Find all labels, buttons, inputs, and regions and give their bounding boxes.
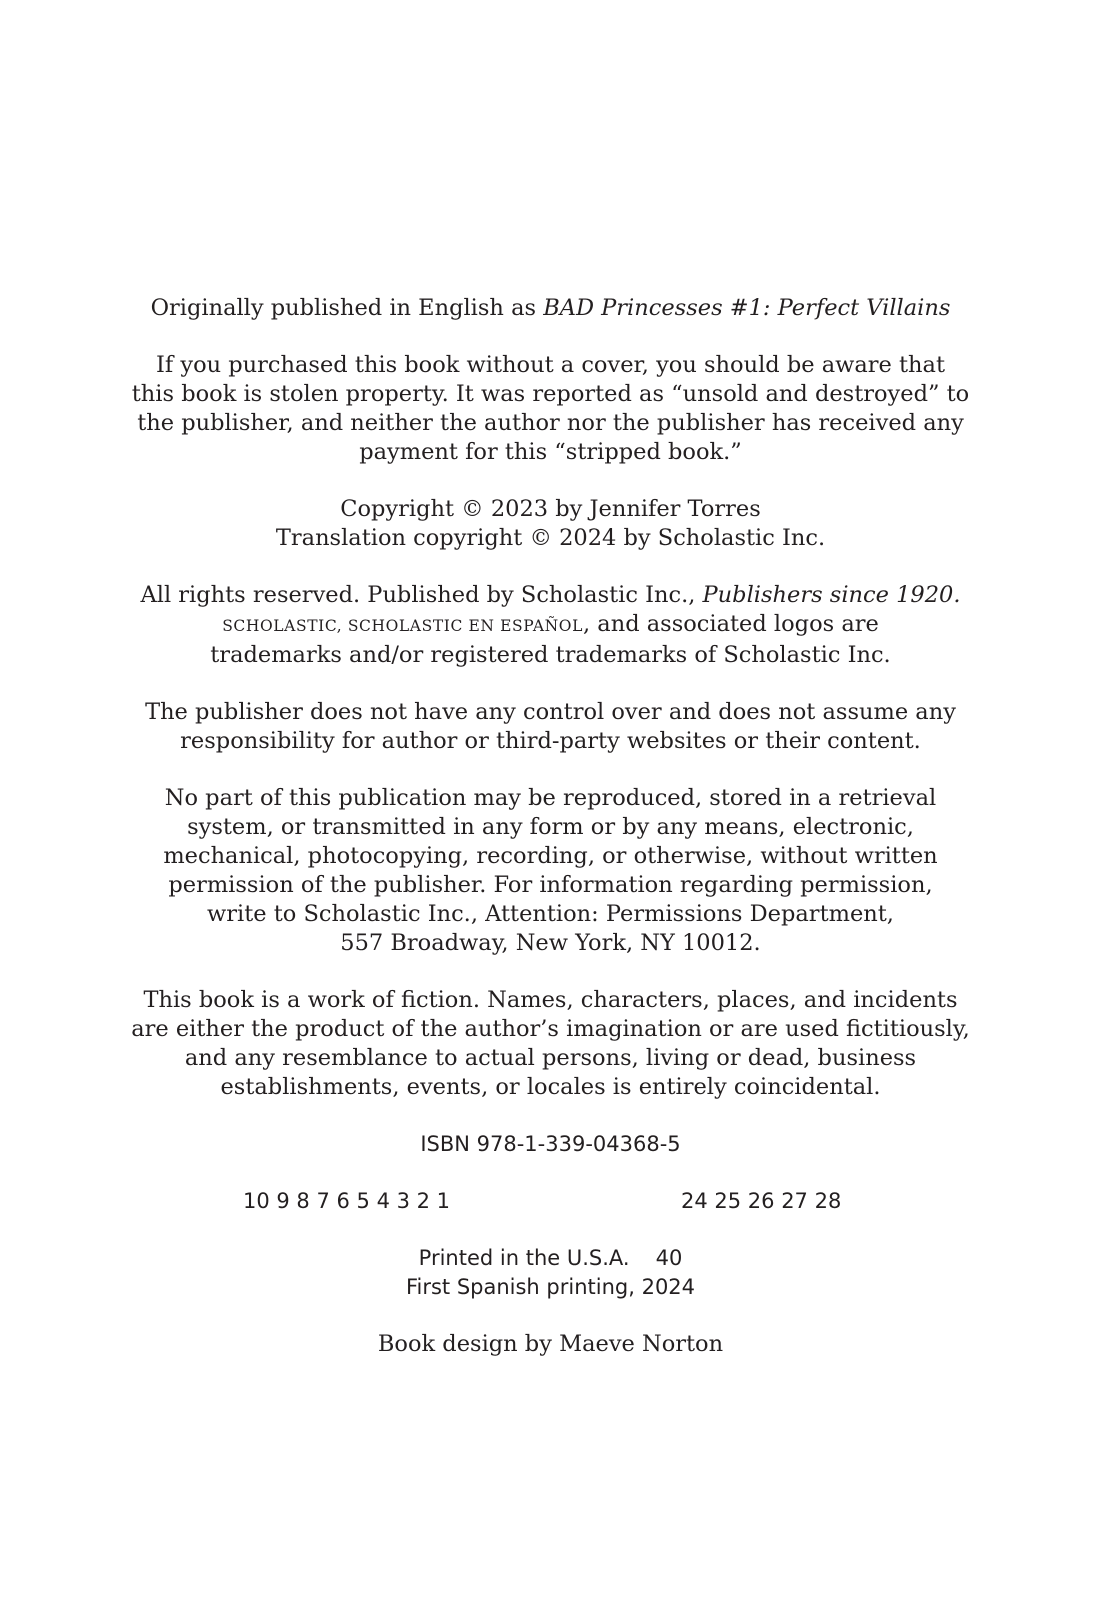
stripped-book-notice — [0, 351, 1101, 467]
fiction-line: and any resemblance to actual persons, living or dead, business — [184, 1045, 917, 1071]
stripped-notice-line: the publisher, and neither the author nor the publisher has received any — [137, 410, 964, 436]
publisher-address: 557 Broadway, New York, NY 10012. — [340, 930, 761, 956]
printed-code: 40 — [655, 1246, 683, 1270]
reproduction-line: permission of the publisher. For information regarding permission, — [168, 872, 933, 898]
original-book-title: BAD Princesses #1: Perfect Villains — [543, 295, 951, 321]
year-line: 24 25 26 27 28 — [681, 1189, 842, 1213]
copyright-line: Copyright © 2023 by Jennifer Torres — [340, 496, 761, 522]
fiction-notice — [0, 986, 1101, 1102]
reproduction-line: system, or transmitted in any form or by any means, electronic, — [187, 814, 914, 840]
book-design: Book design by Maeve Norton — [377, 1331, 724, 1357]
book-design-credit — [0, 1330, 1101, 1359]
printing-numbers — [0, 1187, 1101, 1216]
rights-notice — [0, 581, 1101, 670]
original-publication-note — [0, 294, 1101, 323]
stripped-notice-line: If you purchased this book without a cover, you should be aware that — [156, 352, 945, 378]
printed-in: Printed in the U.S.A. — [418, 1246, 630, 1270]
translation-copyright-line: Translation copyright © 2024 by Scholastic Inc. — [275, 525, 826, 551]
disclaimer-line: The publisher does not have any control over and does not assume any — [145, 699, 956, 725]
isbn-block — [0, 1130, 1101, 1159]
copyright-notice — [0, 495, 1101, 553]
trademark-line: trademarks and/or registered trademarks of Scholastic Inc. — [210, 642, 891, 668]
copyright-block — [0, 294, 1101, 1387]
fiction-line: are either the product of the author’s imagination or are used fictitiously, — [131, 1016, 970, 1042]
printing-info — [0, 1244, 1101, 1302]
reproduction-line: No part of this publication may be reproduced, stored in a retrieval — [164, 785, 937, 811]
rights-text: All rights reserved. Published by Scholastic Inc., — [140, 582, 703, 608]
isbn: ISBN 978-1-339-04368-5 — [420, 1132, 681, 1156]
fiction-line: This book is a work of fiction. Names, characters, places, and incidents — [143, 987, 958, 1013]
reproduction-line: mechanical, photocopying, recording, or otherwise, without written — [163, 843, 938, 869]
stripped-notice-line: payment for this “stripped book.” — [359, 439, 742, 465]
reproduction-line: write to Scholastic Inc., Attention: Permissions Department, — [207, 901, 894, 927]
fiction-line: establishments, events, or locales is entirely coincidental. — [220, 1074, 881, 1100]
publisher-disclaimer — [0, 698, 1101, 756]
first-printing: First Spanish printing, 2024 — [405, 1275, 696, 1299]
stripped-notice-line: this book is stolen property. It was reported as “unsold and destroyed” to — [131, 381, 970, 407]
publisher-tagline: Publishers since 1920. — [702, 582, 961, 608]
disclaimer-line: responsibility for author or third-party websites or their content. — [180, 728, 921, 754]
trademark-names: SCHOLASTIC, SCHOLASTIC EN ESPAÑOL — [222, 617, 583, 635]
trademark-text: , and associated logos are — [582, 611, 879, 637]
original-publication-prefix: Originally published in English as — [150, 295, 544, 321]
printing-line: 10 9 8 7 6 5 4 3 2 1 — [243, 1189, 451, 1213]
reproduction-notice — [0, 784, 1101, 958]
